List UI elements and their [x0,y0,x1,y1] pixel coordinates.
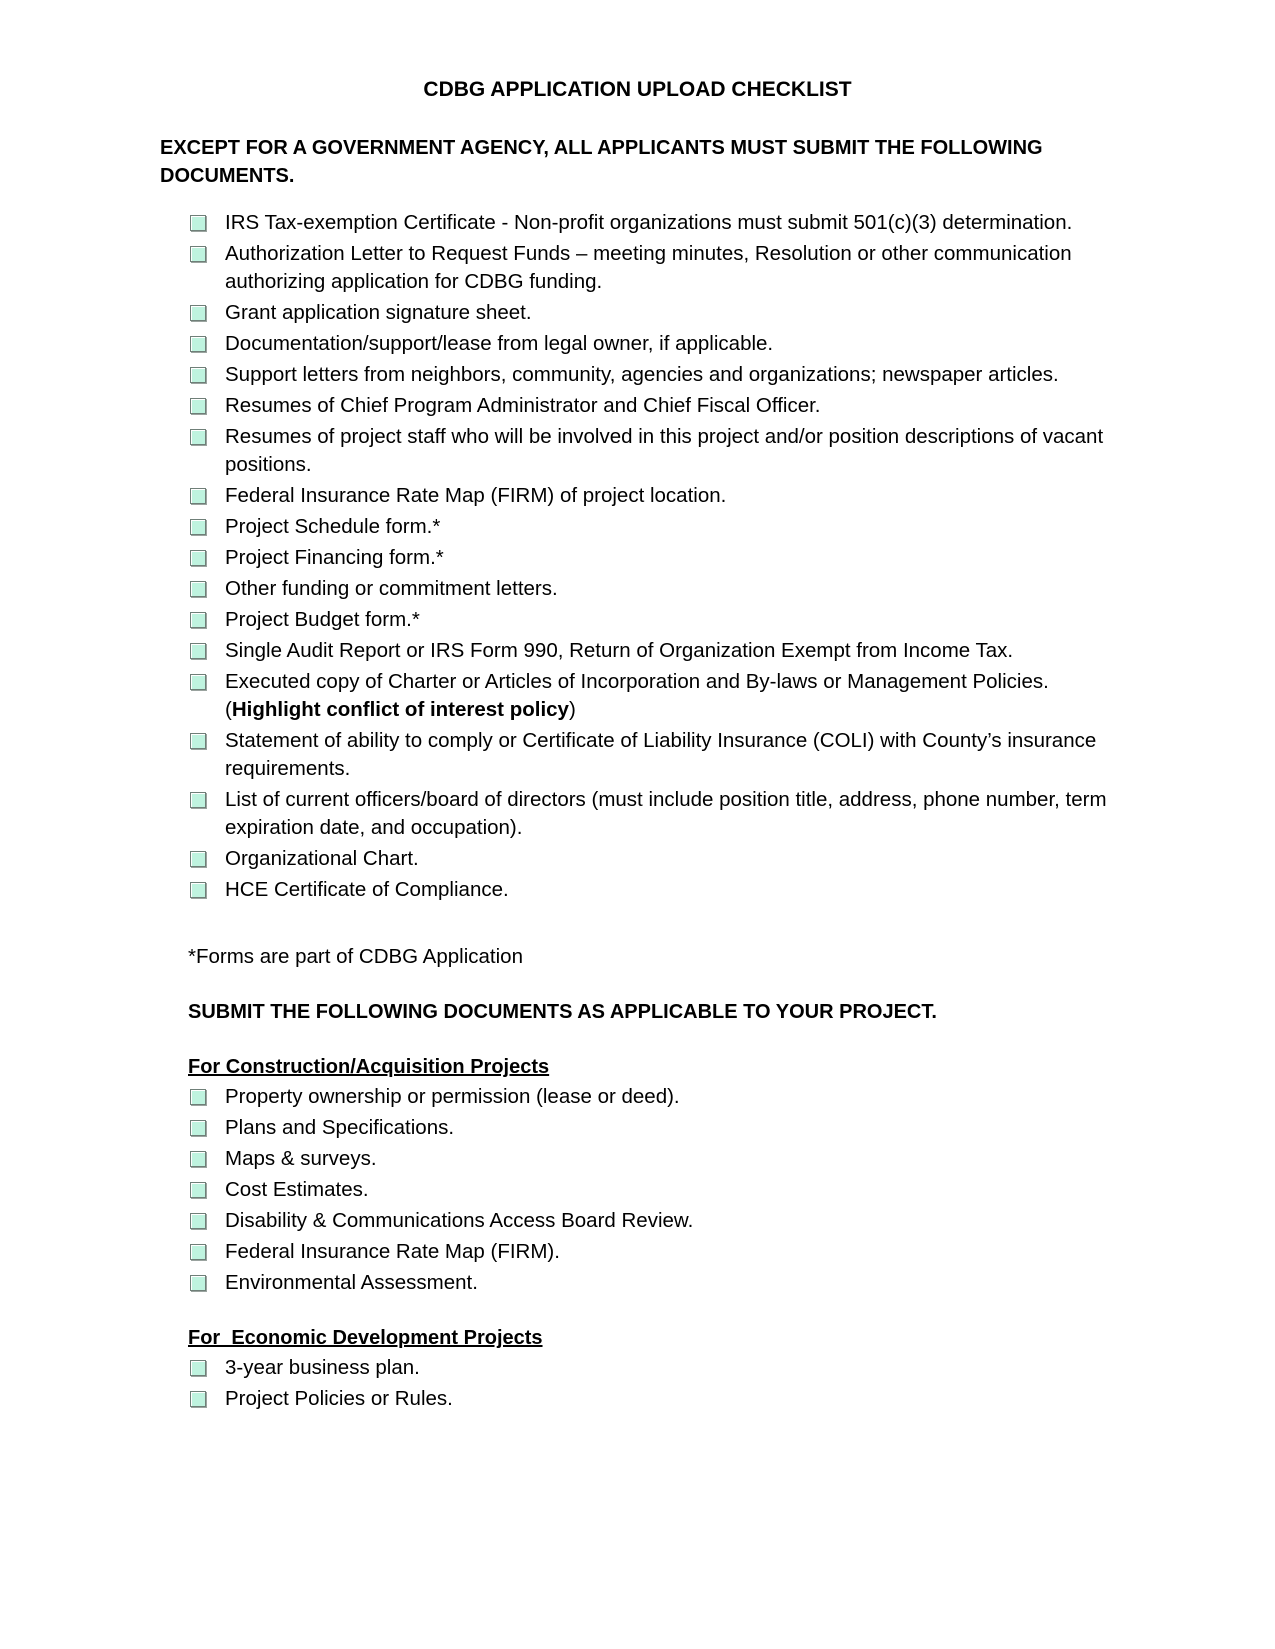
checkbox[interactable] [190,488,206,504]
list-item [190,876,1130,904]
item-label: Cost Estimates. [225,1178,369,1201]
item-label: Federal Insurance Rate Map (FIRM). [225,1240,560,1263]
checkbox[interactable] [190,674,206,690]
list-item [190,1145,1130,1173]
item-label: Disability & Communications Access Board Review. [225,1209,694,1232]
checkbox[interactable] [190,1360,206,1376]
list-item [190,1176,1130,1204]
list-item [190,361,1130,389]
item-label: Resumes of project staff who will be involved in this project and/or position descriptions of vacant positions. [225,425,1104,476]
item-label: Documentation/support/lease from legal owner, if applicable. [225,332,774,355]
forms-footnote: *Forms are part of CDBG Application [188,945,523,968]
item-label: Support letters from neighbors, community, agencies and organizations; newspaper articles. [225,363,1059,386]
item-label: Property ownership or permission (lease or deed). [225,1085,680,1108]
item-label: 3-year business plan. [225,1356,420,1379]
list-item [190,544,1130,572]
item-label: Single Audit Report or IRS Form 990, Return of Organization Exempt from Income Tax. [225,639,1014,662]
checkbox[interactable] [190,1089,206,1105]
item-label: Statement of ability to comply or Certificate of Liability Insurance (COLI) with County’s insurance requirements. [225,729,1097,780]
checkbox[interactable] [190,792,206,808]
list-item [190,330,1130,358]
list-item [190,606,1130,634]
list-item [190,1114,1130,1142]
list-item [190,299,1130,327]
item-label: Organizational Chart. [225,847,419,870]
checkbox[interactable] [190,1275,206,1291]
item-label: Authorization Letter to Request Funds – meeting minutes, Resolution or other communication authorizing application for CDBG funding. [225,242,1072,293]
item-label: Executed copy of Charter or Articles of Incorporation and By-laws or Management Policies. [225,670,1049,693]
checkbox[interactable] [190,1120,206,1136]
note-close-paren: ) [568,698,576,721]
checkbox[interactable] [190,612,206,628]
conflict-of-interest-note: Highlight conflict of interest policy [231,698,569,721]
item-label: HCE Certificate of Compliance. [225,878,509,901]
checkbox[interactable] [190,215,206,231]
list-item [190,423,1130,479]
construction-documents-list [190,1083,1130,1300]
list-item [190,668,1130,724]
item-label: Plans and Specifications. [225,1116,455,1139]
checkbox[interactable] [190,581,206,597]
checkbox[interactable] [190,882,206,898]
checkbox[interactable] [190,1182,206,1198]
checkbox[interactable] [190,367,206,383]
item-label: Maps & surveys. [225,1147,377,1170]
checkbox[interactable] [190,1244,206,1260]
list-item [190,1354,1130,1382]
checkbox[interactable] [190,398,206,414]
required-documents-list [190,209,1130,907]
intro-heading: EXCEPT FOR A GOVERNMENT AGENCY, ALL APPLICANTS MUST SUBMIT THE FOLLOWING DOCUMENTS. [160,137,1043,187]
item-label: Project Policies or Rules. [225,1387,453,1410]
checkbox[interactable] [190,1391,206,1407]
list-item [190,637,1130,665]
list-item [190,240,1130,296]
checkbox[interactable] [190,336,206,352]
list-item [190,1207,1130,1235]
item-label: Environmental Assessment. [225,1271,478,1294]
economic-development-heading: For Economic Development Projects [188,1327,543,1349]
checkbox[interactable] [190,305,206,321]
note-open-paren: ( [225,698,232,721]
list-item [190,513,1130,541]
list-item [190,845,1130,873]
checkbox[interactable] [190,519,206,535]
item-label: Resumes of Chief Program Administrator and Chief Fiscal Officer. [225,394,821,417]
list-item [190,575,1130,603]
list-item [190,392,1130,420]
list-item [190,1385,1130,1413]
checkbox[interactable] [190,550,206,566]
checkbox[interactable] [190,429,206,445]
applicable-documents-heading: SUBMIT THE FOLLOWING DOCUMENTS AS APPLICABLE TO YOUR PROJECT. [188,1001,937,1023]
construction-projects-heading: For Construction/Acquisition Projects [188,1056,550,1078]
list-item [190,727,1130,783]
item-label: Project Financing form.* [225,546,444,569]
checkbox[interactable] [190,643,206,659]
item-label: List of current officers/board of directors (must include position title, address, phone number, term expiration date, and occupation). [225,788,1107,839]
list-item [190,786,1130,842]
checkbox[interactable] [190,851,206,867]
item-label: Project Budget form.* [225,608,420,631]
item-label: Project Schedule form.* [225,515,441,538]
checkbox[interactable] [190,1151,206,1167]
page-title: CDBG APPLICATION UPLOAD CHECKLIST [423,78,852,101]
item-label: Federal Insurance Rate Map (FIRM) of project location. [225,484,727,507]
checkbox[interactable] [190,246,206,262]
checkbox[interactable] [190,1213,206,1229]
item-label: IRS Tax-exemption Certificate - Non-profit organizations must submit 501(c)(3) determination. [225,211,1073,234]
item-label: Grant application signature sheet. [225,301,532,324]
list-item [190,1083,1130,1111]
list-item [190,209,1130,237]
list-item [190,482,1130,510]
economic-documents-list [190,1354,1130,1416]
item-label: Other funding or commitment letters. [225,577,558,600]
checkbox[interactable] [190,733,206,749]
list-item [190,1238,1130,1266]
list-item [190,1269,1130,1297]
